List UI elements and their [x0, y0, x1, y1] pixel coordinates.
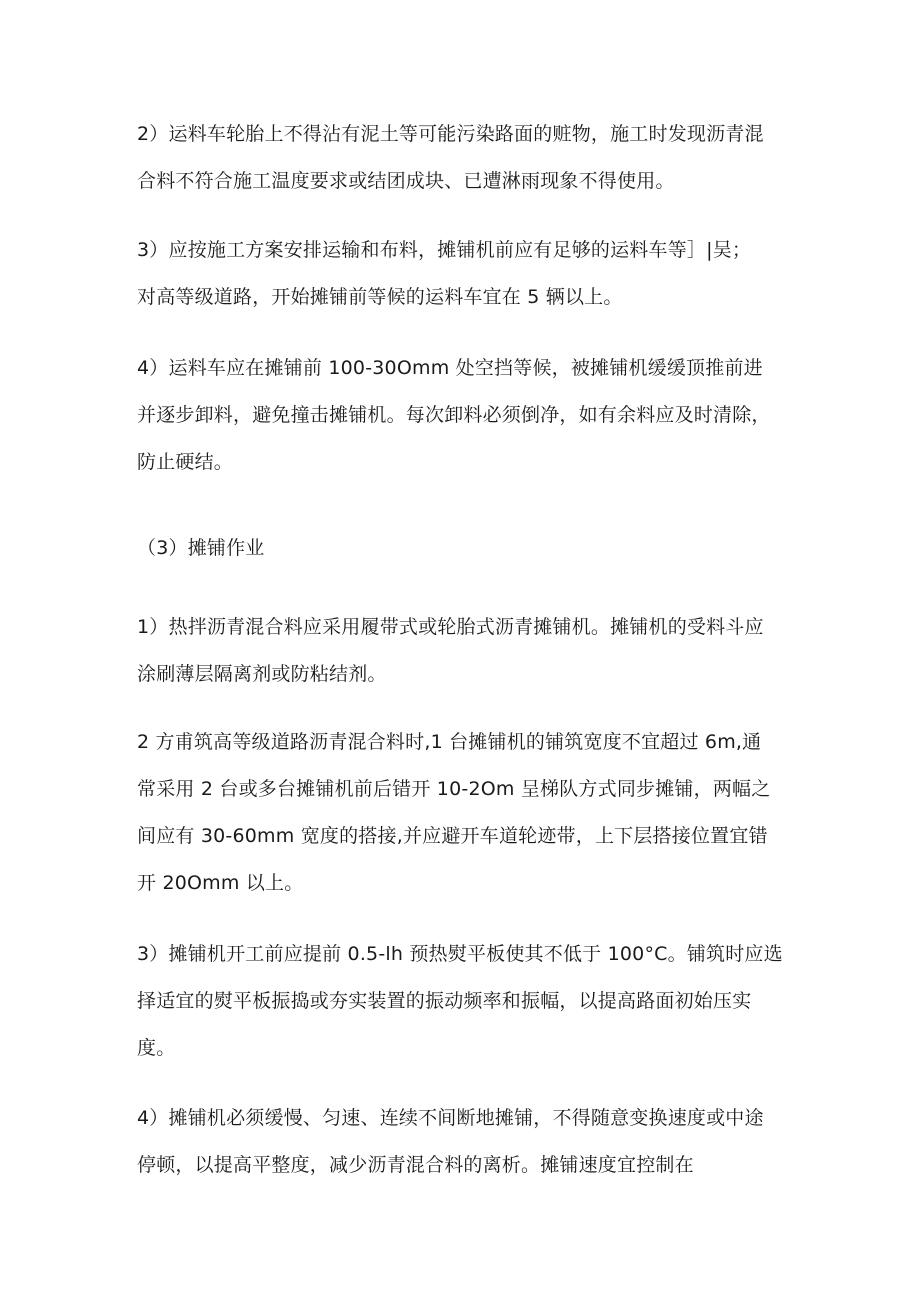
text-line: 3）摊铺机开工前应提前 0.5-lh 预热熨平板使其不低于 100°C。铺筑时应选 [137, 943, 783, 965]
text-line: 2 方甫筑高等级道路沥青混合料时,1 台摊铺机的铺筑宽度不宜超过 6m,通 [137, 731, 762, 753]
text-line: 间应有 30-60mm 宽度的搭接,并应避开车道轮迹带，上下层搭接位置宜错 [137, 825, 768, 847]
text-line: 常采用 2 台或多台摊铺机前后错开 10-2Om 呈梯队方式同步摊铺，两幅之 [137, 778, 771, 800]
paragraph-2-paving-width [137, 719, 797, 907]
text-line: 开 20Omm 以上。 [137, 872, 304, 894]
paragraph-3-preheat-screed [137, 931, 797, 1072]
text-line: 4）运料车应在摊铺前 100-30Omm 处空挡等候，被摊铺机缓缓顶推前进 [137, 357, 763, 379]
text-line: 合料不符合施工温度要求或结团成块、已遭淋雨现象不得使用。 [137, 170, 675, 192]
text-line: 3）应按施工方案安排运输和布料，摊铺机前应有足够的运料车等］|吴； [137, 239, 752, 261]
paragraph-3-transport-plan [137, 227, 797, 321]
text-line: 并逐步卸料，避免撞击摊铺机。每次卸料必须倒净，如有余料应及时清除， [137, 404, 771, 426]
text-line: 4）摊铺机必须缓慢、匀速、连续不间断地摊铺，不得随意变换速度或中途 [137, 1107, 764, 1129]
text-line: 1）热拌沥青混合料应采用履带式或轮胎式沥青摊铺机。摊铺机的受料斗应 [137, 616, 764, 638]
section-heading-paving [137, 525, 797, 572]
heading-text: （3）摊铺作业 [137, 537, 265, 559]
text-line: 防止硬结。 [137, 451, 234, 473]
text-line: 停顿，以提高平整度，减少沥青混合料的离析。摊铺速度宜控制在 [137, 1154, 694, 1176]
text-line: 涂刷薄层隔离剂或防粘结剂。 [137, 663, 387, 685]
paragraph-1-paver-type [137, 604, 797, 698]
text-line: 度。 [137, 1037, 176, 1059]
text-line: 2）运料车轮胎上不得沾有泥土等可能污染路面的赃物，施工时发现沥青混 [137, 123, 764, 145]
paragraph-4-paving-speed [137, 1095, 797, 1189]
text-line: 择适宜的熨平板振捣或夯实装置的振动频率和振幅，以提高路面初始压实 [137, 990, 752, 1012]
paragraph-4-unloading [137, 345, 797, 486]
paragraph-2-trucks-tires [137, 111, 797, 205]
text-line: 对高等级道路，开始摊铺前等候的运料车宜在 5 辆以上。 [137, 286, 623, 308]
